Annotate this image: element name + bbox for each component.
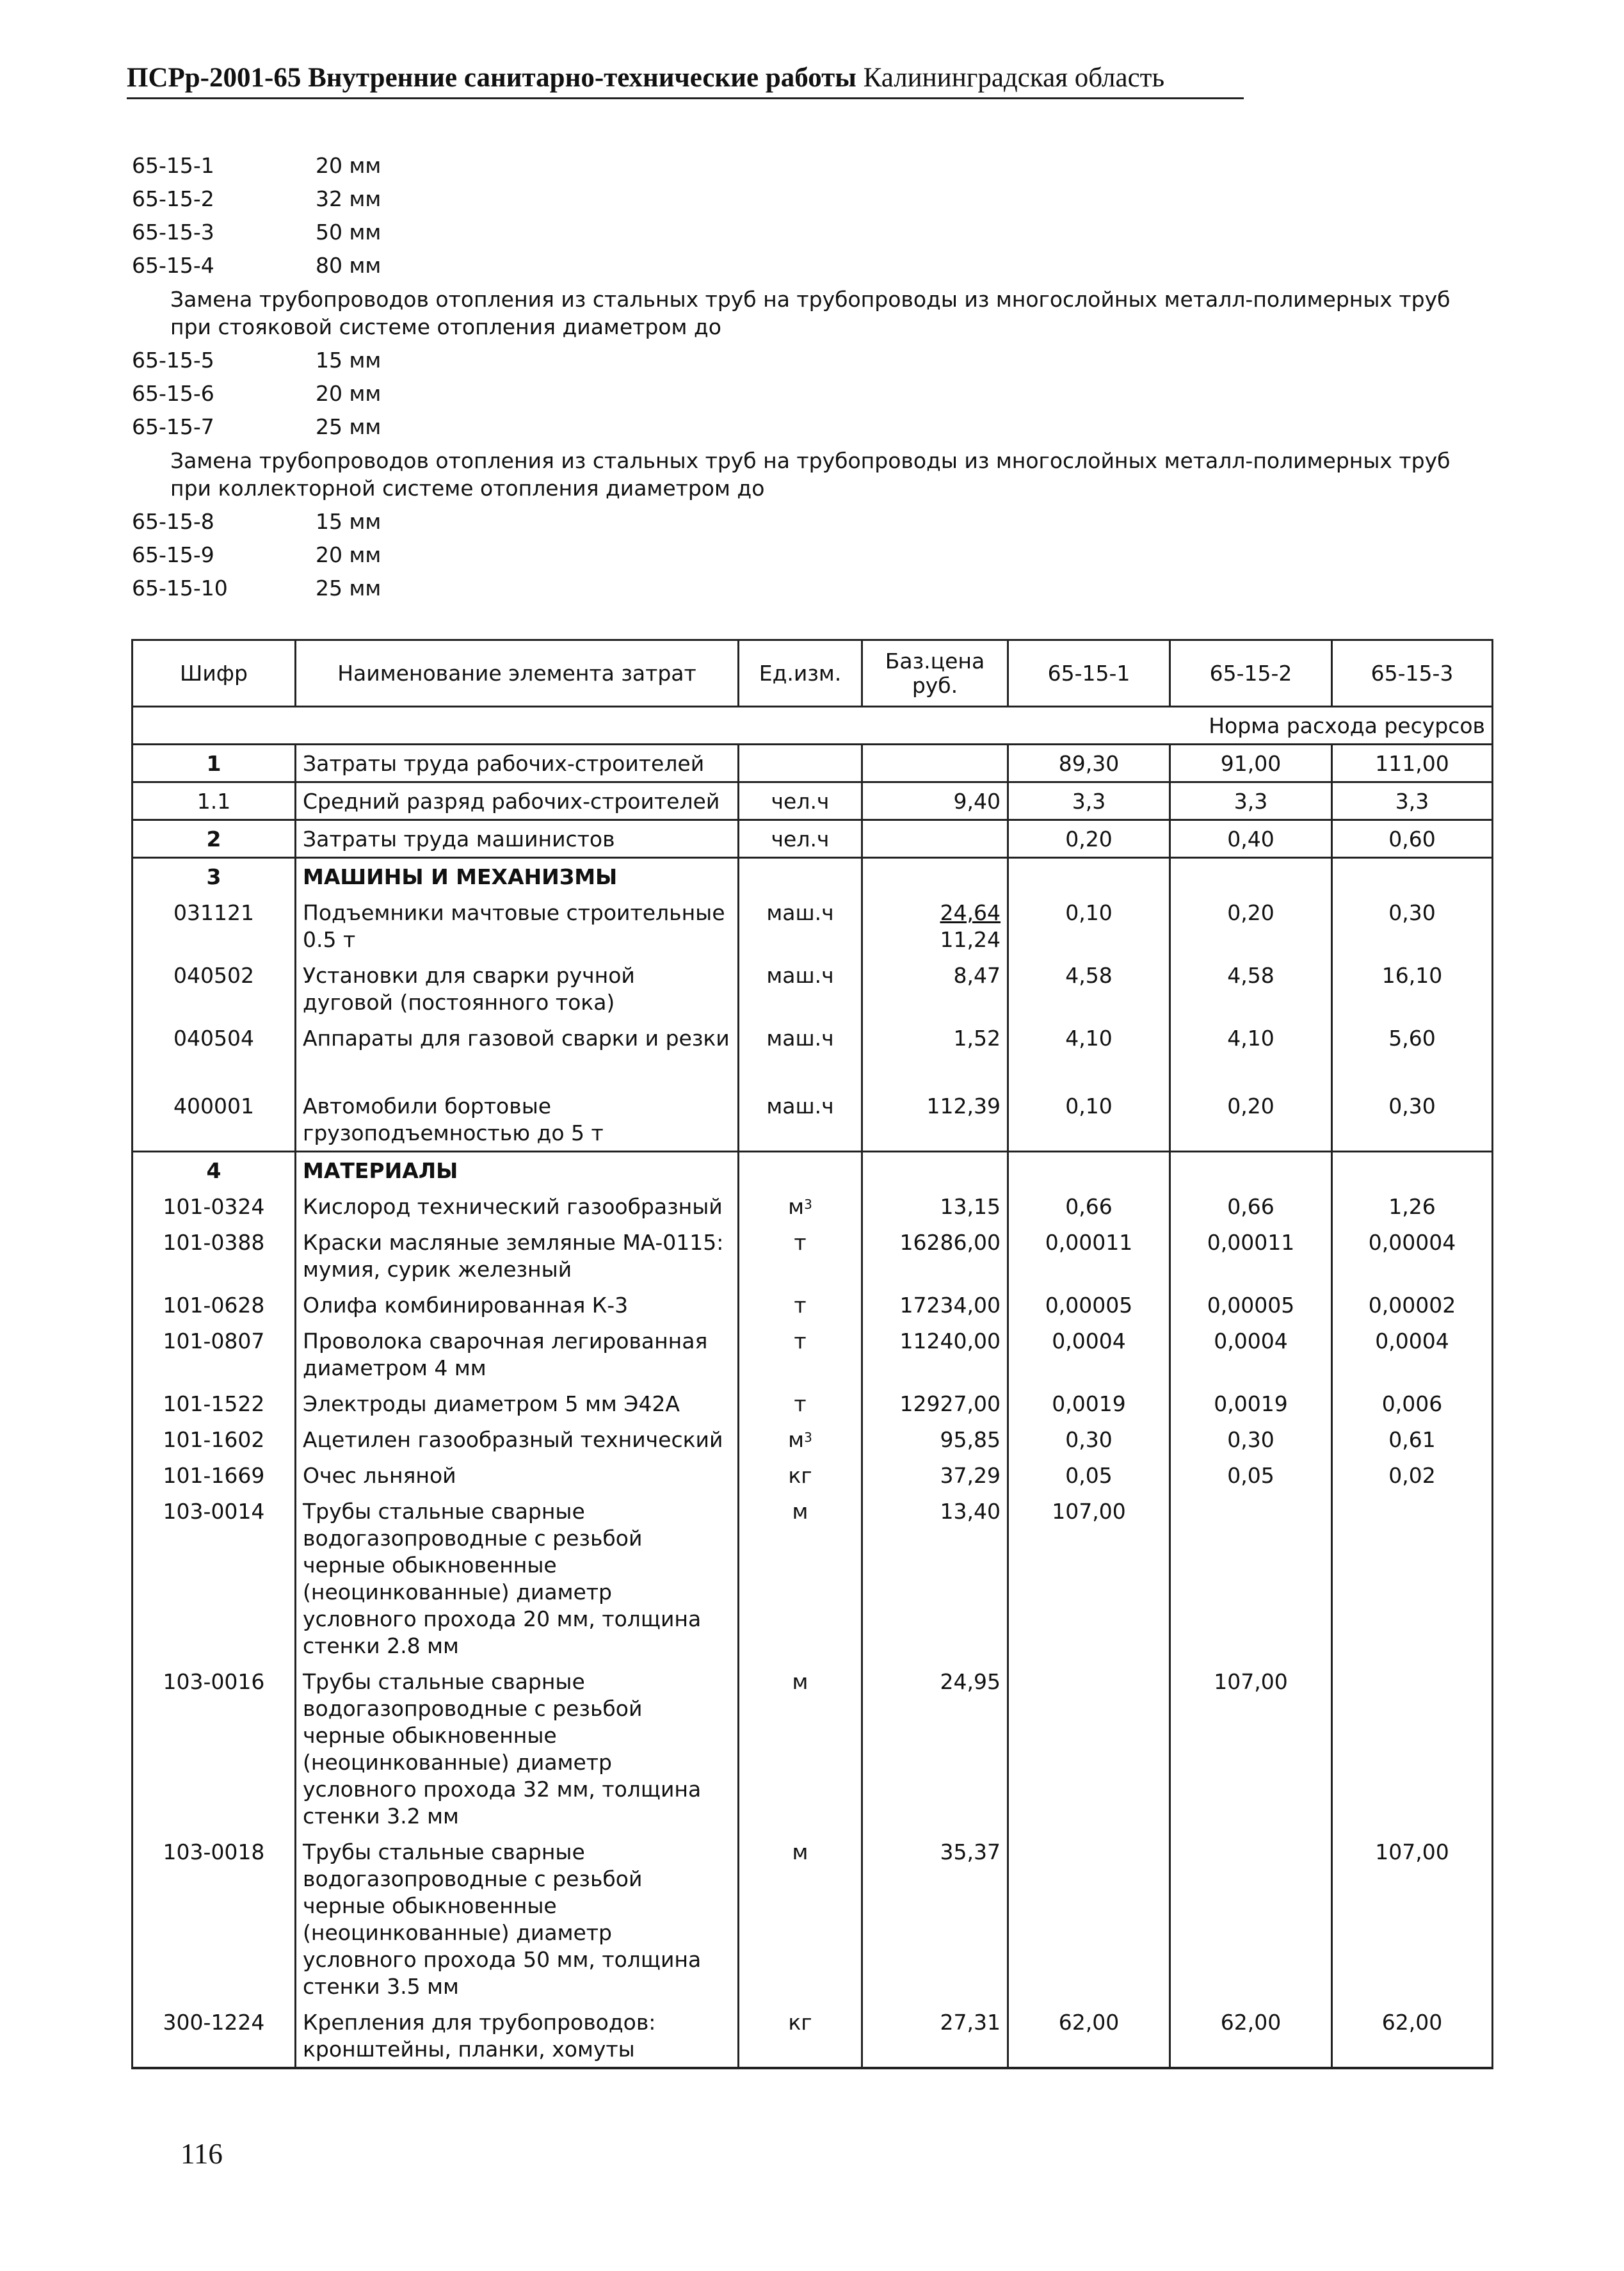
row-unit	[739, 745, 862, 782]
row-cipher: 101-1669	[133, 1457, 296, 1493]
page-number: 116	[181, 2138, 223, 2170]
code-row	[132, 505, 1451, 538]
row-value-2: 0,05	[1170, 1457, 1332, 1493]
row-value-3: 16,10	[1332, 957, 1493, 1020]
table-row	[133, 1457, 1493, 1493]
row-value-3: 0,60	[1332, 820, 1493, 858]
row-value-3: 1,26	[1332, 1188, 1493, 1224]
row-cipher: 101-0324	[133, 1188, 296, 1224]
row-unit	[739, 1421, 862, 1457]
row-value-3: 107,00	[1332, 1834, 1493, 2004]
row-cipher: 300-1224	[133, 2004, 296, 2068]
table-row	[133, 1224, 1493, 1287]
row-name: Олифа комбинированная К-3	[296, 1287, 739, 1323]
header-price	[862, 640, 1008, 707]
table-row	[133, 1020, 1493, 1088]
resource-table	[131, 639, 1493, 2069]
row-cipher: 1.1	[133, 782, 296, 820]
row-price	[862, 820, 1008, 858]
row-price: 1,52	[862, 1020, 1008, 1088]
price-primary: 24,64	[940, 900, 1001, 925]
section-cipher: 3	[133, 858, 296, 895]
header-cipher: Шифр	[133, 640, 296, 707]
section-row	[133, 858, 1493, 895]
page-header	[127, 64, 1253, 92]
table-row	[133, 1663, 1493, 1834]
row-value-2: 0,30	[1170, 1421, 1332, 1457]
row-price: 95,85	[862, 1421, 1008, 1457]
code: 65-15-2	[132, 186, 214, 211]
row-value-3: 0,00004	[1332, 1224, 1493, 1287]
table-row	[133, 2004, 1493, 2068]
table-row	[133, 894, 1493, 957]
row-name: Краски масляные земляные МА-0115: мумия, сурик железный	[296, 1224, 739, 1287]
row-name: Установки для сварки ручной дуговой (постоянного тока)	[296, 957, 739, 1020]
table-row	[133, 1834, 1493, 2004]
row-price: 37,29	[862, 1457, 1008, 1493]
row-value-1: 0,00011	[1008, 1224, 1170, 1287]
code-size: 20 мм	[316, 542, 382, 567]
row-name: Трубы стальные сварные водогазопроводные с резьбой черные обыкновенные (неоцинкованные) диаметр условного прохода 20 мм, толщина стенки 2.8 мм	[296, 1493, 739, 1663]
table-row	[133, 957, 1493, 1020]
row-value-2: 0,0004	[1170, 1323, 1332, 1386]
row-value-2: 0,40	[1170, 820, 1332, 858]
row-value-3: 0,00002	[1332, 1287, 1493, 1323]
header-rule	[127, 97, 1244, 99]
code-size: 15 мм	[316, 347, 382, 373]
code: 65-15-8	[132, 508, 214, 534]
code: 65-15-6	[132, 380, 214, 406]
row-value-2: 91,00	[1170, 745, 1332, 782]
row-name: Трубы стальные сварные водогазопроводные с резьбой черные обыкновенные (неоцинкованные) диаметр условного прохода 32 мм, толщина стенки 3.2 мм	[296, 1663, 739, 1834]
header-col3: 65-15-3	[1332, 640, 1493, 707]
code-row	[132, 410, 1451, 443]
row-unit: чел.ч	[739, 782, 862, 820]
row-value-3: 0,0004	[1332, 1323, 1493, 1386]
row-value-2	[1170, 1493, 1332, 1663]
row-value-3: 3,3	[1332, 782, 1493, 820]
row-cipher: 101-0388	[133, 1224, 296, 1287]
row-cipher: 400001	[133, 1088, 296, 1152]
row-value-1: 3,3	[1008, 782, 1170, 820]
code-size: 20 мм	[316, 380, 382, 406]
code-size: 25 мм	[316, 575, 382, 601]
table-header-row	[133, 640, 1493, 707]
code: 65-15-7	[132, 414, 214, 439]
code-size: 50 мм	[316, 219, 382, 245]
row-unit: маш.ч	[739, 1088, 862, 1152]
row-unit: т	[739, 1287, 862, 1323]
row-value-3: 62,00	[1332, 2004, 1493, 2068]
code: 65-15-10	[132, 575, 228, 601]
row-name: Кислород технический газообразный	[296, 1188, 739, 1224]
code: 65-15-4	[132, 252, 214, 278]
row-unit: т	[739, 1224, 862, 1287]
row-value-2: 0,00011	[1170, 1224, 1332, 1287]
row-value-1: 0,05	[1008, 1457, 1170, 1493]
table-row	[133, 1323, 1493, 1386]
row-value-1	[1008, 1834, 1170, 2004]
header-unit: Ед.изм.	[739, 640, 862, 707]
code: 65-15-1	[132, 152, 214, 178]
code-size: 20 мм	[316, 152, 382, 178]
group-title: Замена трубопроводов отопления из стальных труб на трубопроводы из многослойных металл-полимерных труб при стояковой системе отопления диаметром до	[170, 287, 1451, 339]
row-value-3: 0,02	[1332, 1457, 1493, 1493]
row-price: 12927,00	[862, 1386, 1008, 1421]
row-value-2: 0,20	[1170, 1088, 1332, 1152]
row-name: Ацетилен газообразный технический	[296, 1421, 739, 1457]
row-name: Проволока сварочная легированная диаметром 4 мм	[296, 1323, 739, 1386]
row-value-3	[1332, 1493, 1493, 1663]
row-value-3: 0,006	[1332, 1386, 1493, 1421]
row-value-3: 0,61	[1332, 1421, 1493, 1457]
row-name: Автомобили бортовые грузоподъемностью до 5 т	[296, 1088, 739, 1152]
table-row	[133, 782, 1493, 820]
header-col1: 65-15-1	[1008, 640, 1170, 707]
row-value-2: 62,00	[1170, 2004, 1332, 2068]
row-value-1: 0,00005	[1008, 1287, 1170, 1323]
row-unit: маш.ч	[739, 957, 862, 1020]
row-price: 16286,00	[862, 1224, 1008, 1287]
code: 65-15-9	[132, 542, 214, 567]
row-price	[862, 894, 1008, 957]
table-row	[133, 1493, 1493, 1663]
section-title: МАТЕРИАЛЫ	[296, 1152, 739, 1189]
row-cipher: 031121	[133, 894, 296, 957]
row-unit: м	[739, 1834, 862, 2004]
row-unit: т	[739, 1323, 862, 1386]
row-name: Очес льняной	[296, 1457, 739, 1493]
row-value-3: 5,60	[1332, 1020, 1493, 1088]
code-size: 80 мм	[316, 252, 382, 278]
unit-text: м	[788, 1427, 805, 1452]
norma-row	[133, 707, 1493, 745]
row-value-1: 89,30	[1008, 745, 1170, 782]
code-size: 32 мм	[316, 186, 382, 211]
row-price: 35,37	[862, 1834, 1008, 2004]
row-price: 27,31	[862, 2004, 1008, 2068]
row-name: Подъемники мачтовые строительные 0.5 т	[296, 894, 739, 957]
row-cipher: 103-0018	[133, 1834, 296, 2004]
row-name: Аппараты для газовой сварки и резки	[296, 1020, 739, 1088]
code-row	[132, 149, 1451, 182]
row-price: 13,40	[862, 1493, 1008, 1663]
table-row	[133, 1421, 1493, 1457]
row-value-2: 4,10	[1170, 1020, 1332, 1088]
unit-superscript: 3	[804, 1430, 812, 1445]
table-row	[133, 745, 1493, 782]
header-col2: 65-15-2	[1170, 640, 1332, 707]
row-value-3	[1332, 1663, 1493, 1834]
row-cipher: 101-0628	[133, 1287, 296, 1323]
row-value-1	[1008, 1663, 1170, 1834]
row-name: Трубы стальные сварные водогазопроводные с резьбой черные обыкновенные (неоцинкованные) диаметр условного прохода 50 мм, толщина стенки 3.5 мм	[296, 1834, 739, 2004]
table-row	[133, 820, 1493, 858]
row-value-1: 4,10	[1008, 1020, 1170, 1088]
row-value-2: 0,0019	[1170, 1386, 1332, 1421]
row-unit: т	[739, 1386, 862, 1421]
row-value-1: 0,0004	[1008, 1323, 1170, 1386]
row-value-1: 4,58	[1008, 957, 1170, 1020]
row-cipher: 101-1602	[133, 1421, 296, 1457]
price-secondary: 11,24	[940, 927, 1001, 952]
code-size: 25 мм	[316, 414, 382, 439]
row-cipher: 101-0807	[133, 1323, 296, 1386]
code-row	[132, 182, 1451, 215]
table-row	[133, 1188, 1493, 1224]
code-row	[132, 538, 1451, 571]
row-price: 11240,00	[862, 1323, 1008, 1386]
table-row	[133, 1287, 1493, 1323]
header-region: Калининградская область	[863, 63, 1165, 93]
row-value-1: 0,30	[1008, 1421, 1170, 1457]
code-row	[132, 571, 1451, 604]
code-list	[132, 149, 1451, 604]
row-value-2: 107,00	[1170, 1663, 1332, 1834]
code-row	[132, 215, 1451, 248]
row-value-1: 0,66	[1008, 1188, 1170, 1224]
unit-text: м	[788, 1194, 805, 1219]
code-row	[132, 248, 1451, 282]
row-value-2: 0,00005	[1170, 1287, 1332, 1323]
table-row	[133, 1386, 1493, 1421]
row-name: Затраты труда рабочих-строителей	[296, 745, 739, 782]
group-title: Замена трубопроводов отопления из стальных труб на трубопроводы из многослойных металл-полимерных труб при коллекторной системе отопления диаметром до	[170, 448, 1451, 501]
header-price-line1: Баз.цена	[885, 648, 985, 674]
row-value-2: 3,3	[1170, 782, 1332, 820]
norma-label: Норма расхода ресурсов	[1008, 707, 1493, 745]
row-value-2: 0,66	[1170, 1188, 1332, 1224]
header-name: Наименование элемента затрат	[296, 640, 739, 707]
code-row	[132, 343, 1451, 376]
code: 65-15-3	[132, 219, 214, 245]
row-unit: маш.ч	[739, 894, 862, 957]
row-price: 112,39	[862, 1088, 1008, 1152]
table-row	[133, 1088, 1493, 1152]
row-unit: чел.ч	[739, 820, 862, 858]
row-name: Затраты труда машинистов	[296, 820, 739, 858]
header-code: ПСРр-2001-65	[127, 63, 301, 93]
row-name: Крепления для трубопроводов: кронштейны, планки, хомуты	[296, 2004, 739, 2068]
row-value-2: 0,20	[1170, 894, 1332, 957]
row-value-1: 0,20	[1008, 820, 1170, 858]
row-cipher: 103-0016	[133, 1663, 296, 1834]
row-name: Средний разряд рабочих-строителей	[296, 782, 739, 820]
header-price-line2: руб.	[912, 672, 958, 698]
row-cipher: 040502	[133, 957, 296, 1020]
row-cipher: 2	[133, 820, 296, 858]
row-value-1: 0,0019	[1008, 1386, 1170, 1421]
section-row	[133, 1152, 1493, 1189]
row-unit	[739, 1188, 862, 1224]
section-cipher: 4	[133, 1152, 296, 1189]
row-unit: м	[739, 1493, 862, 1663]
row-price: 8,47	[862, 957, 1008, 1020]
row-cipher: 040504	[133, 1020, 296, 1088]
row-unit: маш.ч	[739, 1020, 862, 1088]
row-value-2	[1170, 1834, 1332, 2004]
section-title: МАШИНЫ И МЕХАНИЗМЫ	[296, 858, 739, 895]
code: 65-15-5	[132, 347, 214, 373]
row-price: 17234,00	[862, 1287, 1008, 1323]
row-cipher: 103-0014	[133, 1493, 296, 1663]
row-cipher: 101-1522	[133, 1386, 296, 1421]
row-unit: кг	[739, 2004, 862, 2068]
row-unit: м	[739, 1663, 862, 1834]
row-price	[862, 745, 1008, 782]
row-cipher: 1	[133, 745, 296, 782]
row-value-1: 0,10	[1008, 1088, 1170, 1152]
row-value-3: 0,30	[1332, 1088, 1493, 1152]
row-unit: кг	[739, 1457, 862, 1493]
row-name: Электроды диаметром 5 мм Э42А	[296, 1386, 739, 1421]
code-size: 15 мм	[316, 508, 382, 534]
row-price: 24,95	[862, 1663, 1008, 1834]
row-value-1: 62,00	[1008, 2004, 1170, 2068]
unit-superscript: 3	[804, 1197, 812, 1212]
header-title: Внутренние санитарно-технические работы	[308, 63, 856, 93]
row-value-1: 0,10	[1008, 894, 1170, 957]
row-value-1: 107,00	[1008, 1493, 1170, 1663]
row-price: 13,15	[862, 1188, 1008, 1224]
row-value-3: 0,30	[1332, 894, 1493, 957]
row-value-2: 4,58	[1170, 957, 1332, 1020]
row-value-3: 111,00	[1332, 745, 1493, 782]
row-price: 9,40	[862, 782, 1008, 820]
code-row	[132, 376, 1451, 410]
